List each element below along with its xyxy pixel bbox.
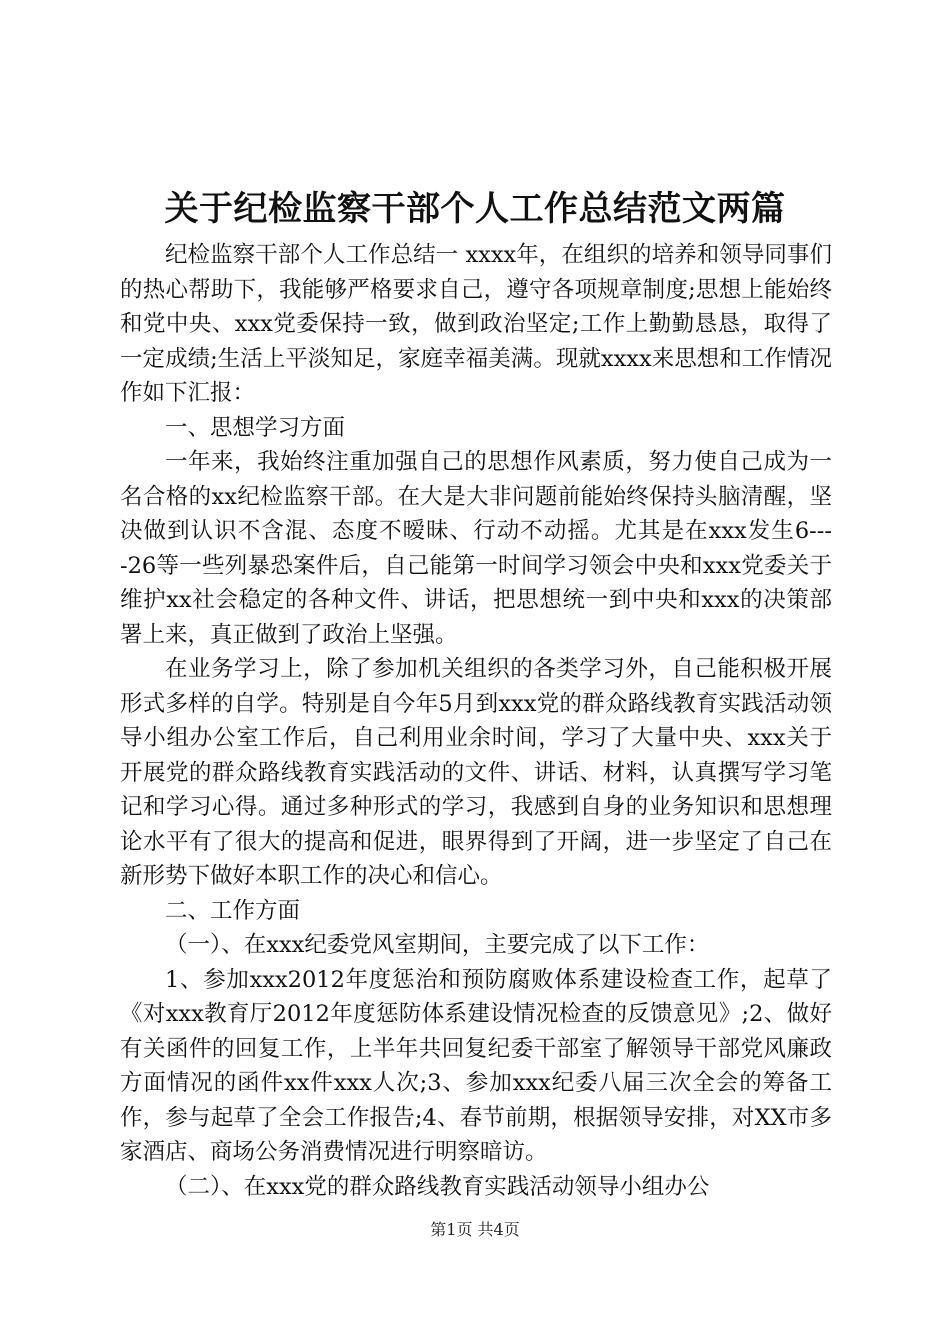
body-paragraph: 一年来，我始终注重加强自己的思想作风素质，努力使自己成为一名合格的xx纪检监察干部。在大是大非问题前能始终保持头脑清醒，坚决做到认识不含混、态度不暧昧、行动不动摇。尤其是在xxx发生6----26等一些列暴恐案件后，自己能第一时间学习领会中央和xxx党委关于维护xx社会稳定的各种文件、讲话，把思想统一到中央和xxx的决策部署上来，真正做到了政治上坚强。 [120, 449, 832, 648]
subsection-heading-2: （二）、在xxx党的群众路线教育实践活动领导小组办公 [165, 1173, 710, 1200]
intro-paragraph: 纪检监察干部个人工作总结一 xxxx年，在组织的培养和领导同事们的热心帮助下，我能够严格要求自己，遵守各项规章制度;思想上能始终和党中央、xxx党委保持一致，做到政治坚定;工作上勤勤恳恳，取得了一定成绩;生活上平淡知足，家庭幸福美满。现就xxxx来思想和工作情况作如下汇报： [120, 242, 832, 406]
subsection-heading-1: （一）、在xxx纪委党风室期间，主要完成了以下工作： [165, 932, 710, 958]
page-footer: 第1页 共4页 [430, 1220, 520, 1239]
document-title: 关于纪检监察干部个人工作总结范文两篇 [164, 189, 786, 229]
section-heading-work: 二、工作方面 [165, 897, 301, 924]
body-paragraph: 1、参加xxx2012年度惩治和预防腐败体系建设检查工作，起草了《对xxx教育厅2012年度惩防体系建设情况检查的反馈意见》;2、做好有关函件的回复工作，上半年共回复纪委干部室了解领导干部党风廉政方面情况的函件xx件xxx人次;3、参加xxx纪委八届三次全会的筹备工作，参与起草了全会工作报告;4、春节前期，根据领导安排，对XX市多家酒店、商场公务消费情况进行明察暗访。 [120, 966, 832, 1165]
section-heading-thought-study: 一、思想学习方面 [165, 414, 346, 441]
body-paragraph: 在业务学习上，除了参加机关组织的各类学习外，自己能积极开展形式多样的自学。特别是自今年5月到xxx党的群众路线教育实践活动领导小组办公室工作后，自己利用业余时间，学习了大量中央、xxx关于开展党的群众路线教育实践活动的文件、讲话、材料，认真撰写学习笔记和学习心得。通过多种形式的学习，我感到自身的业务知识和思想理论水平有了很大的提高和促进，眼界得到了开阔，进一步坚定了自己在新形势下做好本职工作的决心和信心。 [120, 656, 832, 889]
document-body [120, 238, 832, 1204]
